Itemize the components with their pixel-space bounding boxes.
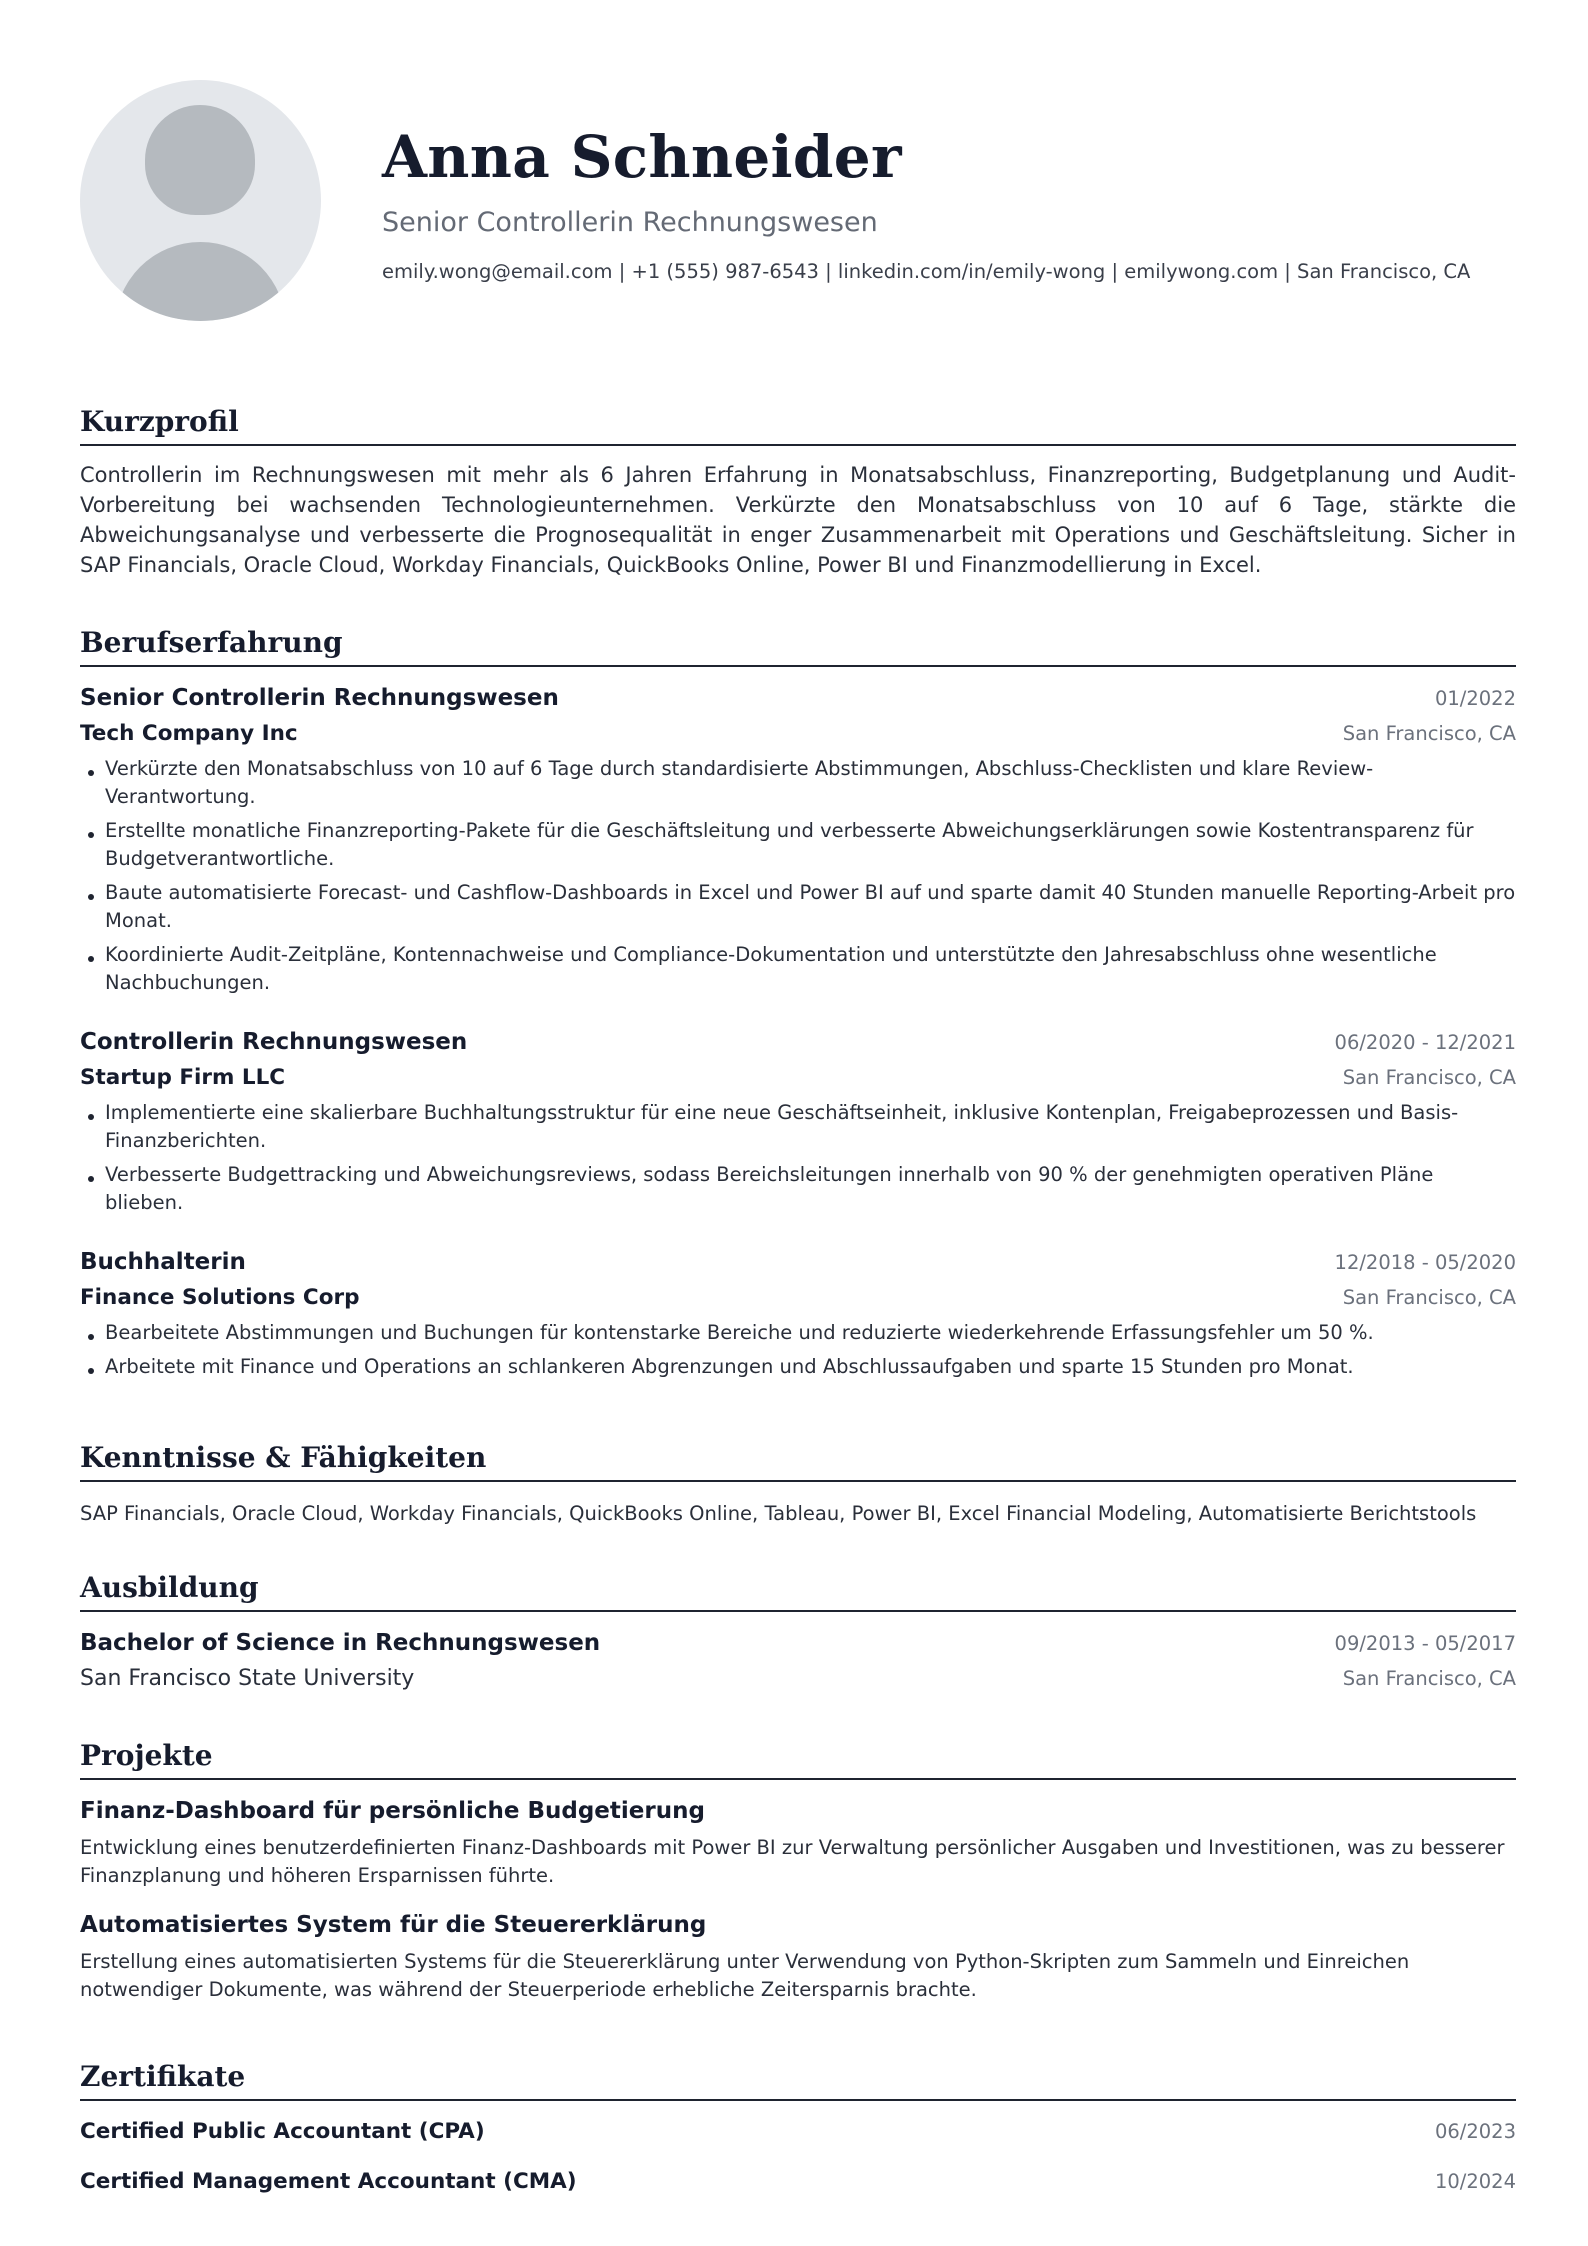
section-title-projects: Projekte	[80, 1738, 1516, 1780]
bullet-dot-icon	[88, 1114, 94, 1120]
project-description: Erstellung eines automatisierten Systems für die Steuererklärung unter Verwendung von Python-Skripten zum Sammeln und Einreichen notwendiger Dokumente, was während der Steuerperiode erhebliche Zeitersparnis brachte.	[80, 1950, 1410, 2001]
education-school: San Francisco State University	[80, 1666, 415, 1691]
education-location: San Francisco, CA	[1342, 1667, 1516, 1690]
candidate-name: Anna Schneider	[382, 123, 902, 191]
job-bullets	[80, 1099, 1516, 1217]
bullet-item	[80, 817, 1516, 873]
bullet-text: Verbesserte Budgettracking und Abweichungsreviews, sodass Bereichsleitungen innerhalb von 90 % der genehmigten operativen Pläne blieben.	[105, 1163, 1434, 1214]
candidate-role: Senior Controllerin Rechnungswesen	[382, 207, 878, 238]
certificate-name: Certified Management Accountant (CMA)	[80, 2169, 577, 2194]
skills-text: SAP Financials, Oracle Cloud, Workday Financials, QuickBooks Online, Tableau, Power BI, Excel Financial Modeling, Automatisierte Berichtstools	[80, 1502, 1477, 1525]
job-title: Senior Controllerin Rechnungswesen	[80, 685, 559, 711]
bullet-dot-icon	[88, 1368, 94, 1374]
avatar-body-shape	[115, 242, 286, 321]
bullet-item	[80, 1353, 1516, 1381]
bullet-text: Bearbeitete Abstimmungen und Buchungen für kontenstarke Bereiche und reduzierte wiederkehrende Erfassungsfehler um 50 %.	[105, 1321, 1374, 1344]
job-date: 06/2020 - 12/2021	[1334, 1031, 1516, 1054]
job-location: San Francisco, CA	[1342, 722, 1516, 745]
bullet-text: Baute automatisierte Forecast- und Cashflow-Dashboards in Excel und Power BI auf und sparte damit 40 Stunden manuelle Reporting-Arbeit pro Monat.	[105, 881, 1516, 932]
bullet-dot-icon	[88, 1176, 94, 1182]
job-entry	[80, 681, 1516, 997]
job-entry	[80, 1025, 1516, 1217]
bullet-dot-icon	[88, 770, 94, 776]
bullet-text: Koordinierte Audit-Zeitpläne, Kontennachweise und Compliance-Dokumentation und unterstützte den Jahresabschluss ohne wesentliche Nachbuchungen.	[105, 943, 1437, 994]
job-entry	[80, 1245, 1516, 1381]
job-location: San Francisco, CA	[1342, 1286, 1516, 1309]
profile-photo-placeholder	[80, 80, 321, 321]
bullet-text: Verkürzte den Monatsabschluss von 10 auf 6 Tage durch standardisierte Abstimmungen, Abschluss-Checklisten und klare Review-Verantwortung.	[105, 757, 1374, 808]
certificate-date: 06/2023	[1434, 2120, 1516, 2143]
project-description: Entwicklung eines benutzerdefinierten Finanz-Dashboards mit Power BI zur Verwaltung persönlicher Ausgaben und Investitionen, was zu besserer Finanzplanung und höheren Ersparnissen führte.	[80, 1836, 1505, 1887]
bullet-text: Implementierte eine skalierbare Buchhaltungsstruktur für eine neue Geschäftseinheit, inklusive Kontenplan, Freigabeprozessen und Basis-Finanzberichten.	[105, 1101, 1459, 1152]
project-entry	[80, 1794, 1516, 1890]
bullet-item	[80, 1099, 1516, 1155]
bullet-dot-icon	[88, 956, 94, 962]
job-date: 01/2022	[1434, 687, 1516, 710]
section-title-skills: Kenntnisse & Fähigkeiten	[80, 1440, 1516, 1482]
bullet-dot-icon	[88, 1334, 94, 1340]
bullet-item	[80, 941, 1516, 997]
section-title-experience: Berufserfahrung	[80, 625, 1516, 667]
bullet-item	[80, 755, 1516, 811]
project-title: Automatisiertes System für die Steuererklärung	[80, 1912, 707, 1938]
education-section	[80, 1570, 1516, 1696]
skills-section	[80, 1440, 1516, 1528]
certificate-name: Certified Public Accountant (CPA)	[80, 2119, 485, 2144]
bullet-item	[80, 879, 1516, 935]
certificate-entry	[80, 2115, 1516, 2149]
section-title-education: Ausbildung	[80, 1570, 1516, 1612]
projects-section	[80, 1738, 1516, 2004]
certificate-date: 10/2024	[1434, 2170, 1516, 2193]
job-title: Controllerin Rechnungswesen	[80, 1029, 468, 1055]
job-location: San Francisco, CA	[1342, 1066, 1516, 1089]
job-bullets	[80, 755, 1516, 997]
job-title: Buchhalterin	[80, 1249, 246, 1275]
job-bullets	[80, 1319, 1516, 1381]
project-entry	[80, 1908, 1516, 2004]
summary-text: Controllerin im Rechnungswesen mit mehr als 6 Jahren Erfahrung in Monatsabschluss, Finanzreporting, Budgetplanung und Audit-Vorbereitung bei wachsenden Technologieunternehmen. Verkürzte den Monatsabschluss von 10 auf 6 Tage, stärkte die Abweichungsanalyse und verbesserte die Prognosequalität in enger Zusammenarbeit mit Operations und Geschäftsleitung. Sicher in SAP Financials, Oracle Cloud, Workday Financials, QuickBooks Online, Power BI und Finanzmodellierung in Excel.	[80, 463, 1516, 577]
bullet-dot-icon	[88, 832, 94, 838]
education-degree: Bachelor of Science in Rechnungswesen	[80, 1630, 601, 1656]
section-title-summary: Kurzprofil	[80, 404, 1516, 446]
avatar-head-shape	[145, 105, 255, 215]
experience-section	[80, 625, 1516, 1387]
bullet-text: Arbeitete mit Finance und Operations an schlankeren Abgrenzungen und Abschlussaufgaben und sparte 15 Stunden pro Monat.	[105, 1355, 1354, 1378]
bullet-dot-icon	[88, 894, 94, 900]
project-title: Finanz-Dashboard für persönliche Budgetierung	[80, 1798, 705, 1824]
bullet-text: Erstellte monatliche Finanzreporting-Pakete für die Geschäftsleitung und verbesserte Abweichungserklärungen sowie Kostentransparenz für Budgetverantwortliche.	[105, 819, 1474, 870]
job-company: Finance Solutions Corp	[80, 1285, 360, 1310]
education-date: 09/2013 - 05/2017	[1334, 1632, 1516, 1655]
summary-section	[80, 404, 1516, 580]
certificate-entry	[80, 2165, 1516, 2199]
bullet-item	[80, 1161, 1516, 1217]
job-company: Tech Company Inc	[80, 721, 298, 746]
job-date: 12/2018 - 05/2020	[1334, 1251, 1516, 1274]
section-title-certificates: Zertifikate	[80, 2059, 1516, 2101]
bullet-item	[80, 1319, 1516, 1347]
certificates-section	[80, 2059, 1516, 2199]
contact-line: emily.wong@email.com | +1 (555) 987-6543 | linkedin.com/in/emily-wong | emilywong.com | San Francisco, CA	[382, 260, 1471, 283]
job-company: Startup Firm LLC	[80, 1065, 286, 1090]
